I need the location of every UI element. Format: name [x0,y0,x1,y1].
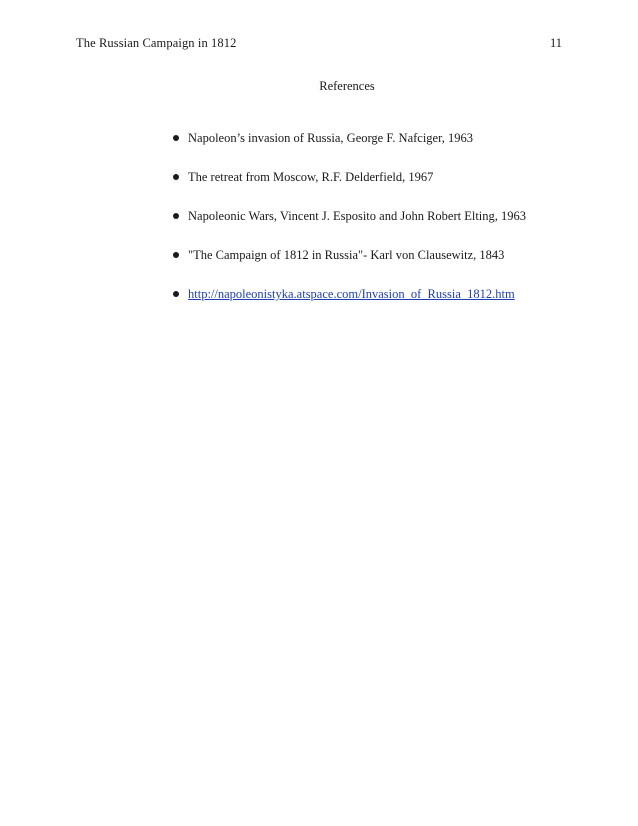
reference-item [166,284,526,304]
reference-text: Napoleon’s invasion of Russia, George F. Nafciger, 1963 [188,131,474,145]
reference-text: The retreat from Moscow, R.F. Delderfield, 1967 [188,170,434,184]
reference-item [166,245,526,265]
running-head-title: The Russian Campaign in 1812 [76,36,237,50]
bullet-icon [173,252,179,258]
reference-item [166,128,526,148]
bullet-icon [173,174,179,180]
reference-link[interactable]: http://napoleonistyka.atspace.com/Invasion_of_Russia_1812.htm [188,287,515,301]
reference-text: "The Campaign of 1812 in Russia"- Karl von Clausewitz, 1843 [188,248,505,262]
reference-text: Napoleonic Wars, Vincent J. Esposito and John Robert Elting, 1963 [188,209,527,223]
references-list [166,128,526,323]
reference-item [166,206,526,226]
page-number: 11 [549,36,562,50]
references-heading: References [319,79,375,93]
bullet-icon [173,291,179,297]
bullet-icon [173,135,179,141]
bullet-icon [173,213,179,219]
reference-item [166,167,526,187]
